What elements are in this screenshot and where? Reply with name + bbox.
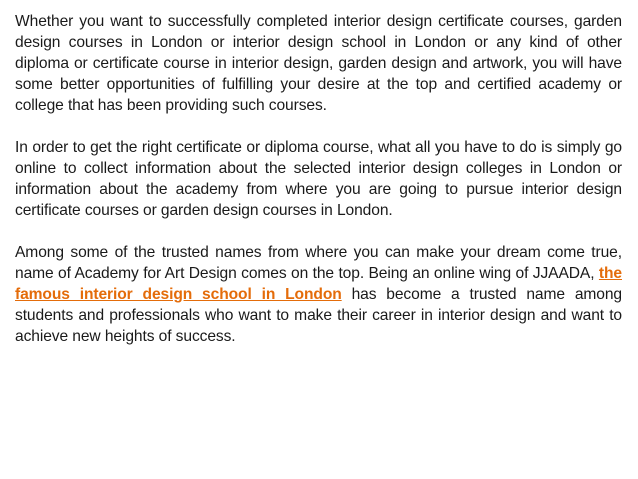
paragraph-2: In order to get the right certificate or diploma course, what all you have to do is simply go online to collect information about the selected interior design colleges in London or information about the academy from where you are going to pursue interior design certificate courses or garden design courses in London. [15, 139, 622, 219]
paragraph-3 [15, 242, 622, 347]
document-body [15, 11, 622, 368]
paragraph-1: Whether you want to successfully completed interior design certificate courses, garden design courses in London or interior design school in London or any kind of other diploma or certificate course in interior design, garden design and artwork, you will have some better opportunities of fulfilling your desire at the top and certified academy or college that has been providing such courses. [15, 13, 622, 114]
paragraph-3-after-link: has become a trusted name among students and professionals who want to make their career in interior design and want to achieve new heights of success. [15, 286, 623, 345]
interior-design-school-link[interactable]: the famous interior design school in London [15, 265, 622, 303]
paragraph-3-before-link: Among some of the trusted names from where you can make your dream come true, name of Academy for Art Design comes on the top. Being an online wing of JJAADA, [15, 244, 622, 282]
